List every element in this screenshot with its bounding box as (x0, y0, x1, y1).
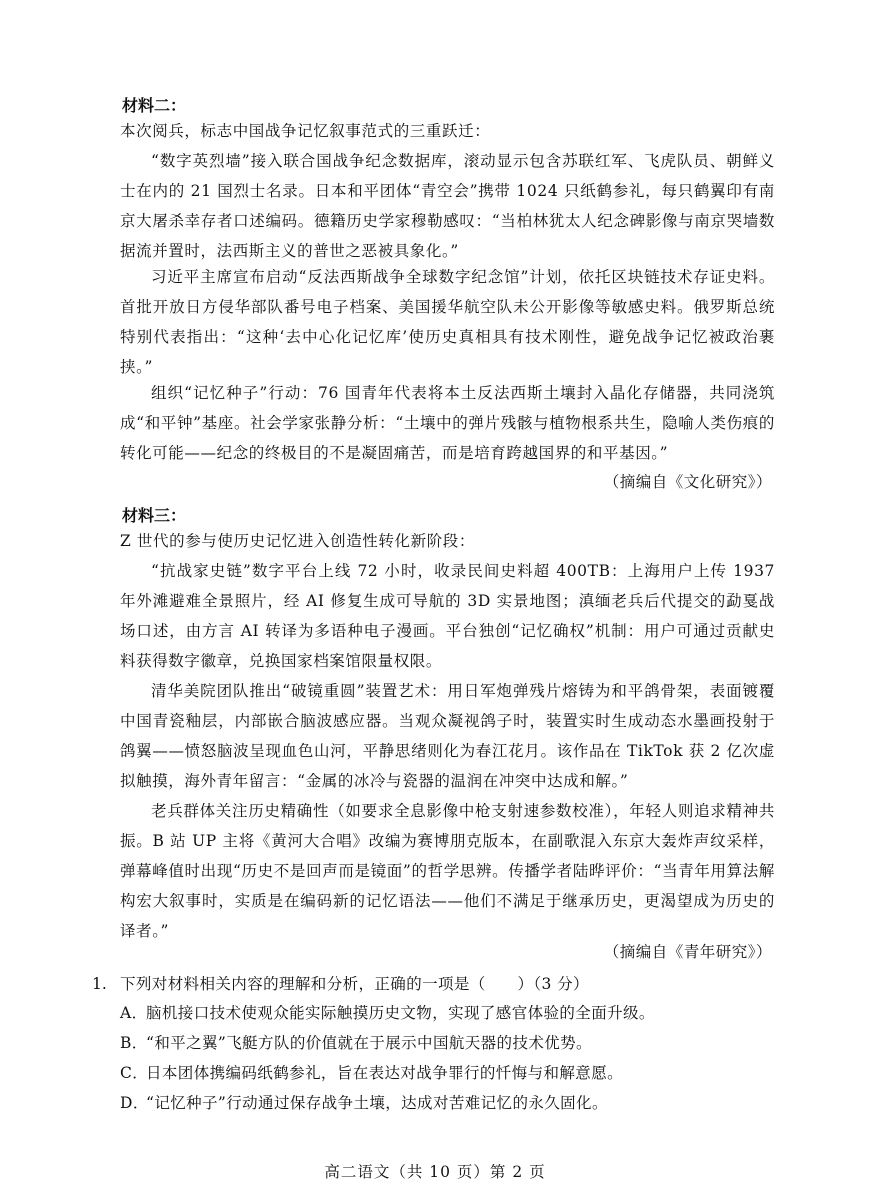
option-letter: D． (120, 1094, 149, 1112)
option-text: “和平之翼”飞艇方队的价值就在于展示中国航天器的技术优势。 (146, 1034, 592, 1052)
material-two-intro: 本次阅兵，标志中国战争记忆叙事范式的三重跃迁： (120, 122, 491, 140)
option-text: 脑机接口技术使观众能实际触摸历史文物，实现了感官体验的全面升级。 (146, 1004, 655, 1022)
material-two-source: （摘编自《文化研究》） (603, 473, 772, 491)
option-text: 日本团体携编码纸鹤参礼，旨在表达对战争罪行的忏悔与和解意愿。 (146, 1064, 624, 1082)
material-three-heading: 材料三： (122, 506, 187, 525)
material-three-paragraph: “抗战家史链”数字平台上线 72 小时，收录民间史料超 400TB：上海用户上传 1937 年外滩避难全景照片，经 AI 修复生成可导航的 3D 实景地图；滇缅老兵后代提交的勐戛战场口述，由方言 AI 转译为多语种电子漫画。平台独创“记忆确权”机制：用户可通过贡献史料获得数字徽章，兑换国家档案馆限量权限。 (120, 562, 775, 670)
material-three-source: （摘编自《青年研究》） (603, 943, 772, 961)
question-number: 1. (92, 975, 107, 993)
material-two-paragraph: “数字英烈墙”接入联合国战争纪念数据库，滚动显示包含苏联红军、飞虎队员、朝鲜义士在内的 21 国烈士名录。日本和平团体“青空会”携带 1024 只纸鹤参礼，每只鹤翼印有南京大屠杀幸存者口述编码。德籍历史学家穆勒感叹：“当柏林犹太人纪念碑影像与南京哭墙数据流并置时，法西斯主义的普世之恶被具象化。” (120, 152, 775, 260)
option-d[interactable] (120, 1093, 608, 1113)
option-letter: C． (120, 1064, 149, 1082)
option-b[interactable] (120, 1033, 592, 1053)
material-two-heading: 材料二： (122, 96, 187, 115)
material-three-paragraph: 老兵群体关注历史精确性（如要求全息影像中枪支射速参数校准），年轻人则追求精神共振。B 站 UP 主将《黄河大合唱》改编为赛博朋克版本，在副歌混入东京大轰炸声纹采样，弹幕峰值时出现“历史不是回声而是镜面”的哲学思辨。传播学者陆晔评价：“当青年用算法解构宏大叙事时，实质是在编码新的记忆语法——他们不满足于继承历史，更渴望成为历史的译者。” (120, 802, 775, 940)
option-c[interactable] (120, 1063, 623, 1083)
material-three-intro: Z 世代的参与使历史记忆进入创造性转化新阶段： (120, 532, 475, 550)
option-letter: B． (120, 1034, 148, 1052)
question-stem: 下列对材料相关内容的理解和分析，正确的一项是（ ）（3 分） (120, 975, 589, 993)
option-text: “记忆种子”行动通过保存战争土壤，达成对苦难记忆的永久固化。 (146, 1094, 608, 1112)
material-three-paragraph: 清华美院团队推出“破镜重圆”装置艺术：用日军炮弹残片熔铸为和平鸽骨架，表面镀覆中国青瓷釉层，内部嵌合脑波感应器。当观众凝视鸽子时，装置实时生成动态水墨画投射于鸽翼——愤怒脑波呈现血色山河，平静思绪则化为春江花月。该作品在 TikTok 获 2 亿次虚拟触摸，海外青年留言：“金属的冰冷与瓷器的温润在冲突中达成和解。” (120, 682, 775, 790)
option-letter: A． (120, 1004, 148, 1022)
page-footer: 高二语文（共 10 页）第 2 页 (324, 1163, 546, 1181)
material-two-paragraph: 组织“记忆种子”行动：76 国青年代表将本土反法西斯土壤封入晶化存储器，共同浇筑成“和平钟”基座。社会学家张静分析：“土壤中的弹片残骸与植物根系共生，隐喻人类伤痕的转化可能——纪念的终极目的不是凝固痛苦，而是培育跨越国界的和平基因。” (120, 384, 775, 462)
option-a[interactable] (120, 1003, 655, 1023)
material-two-paragraph: 习近平主席宣布启动“反法西斯战争全球数字纪念馆”计划，依托区块链技术存证史料。首批开放日方侵华部队番号电子档案、美国援华航空队未公开影像等敏感史料。俄罗斯总统特别代表指出：“这种‘去中心化记忆库’使历史真相具有技术刚性，避免战争记忆被政治裹挟。” (120, 268, 775, 376)
